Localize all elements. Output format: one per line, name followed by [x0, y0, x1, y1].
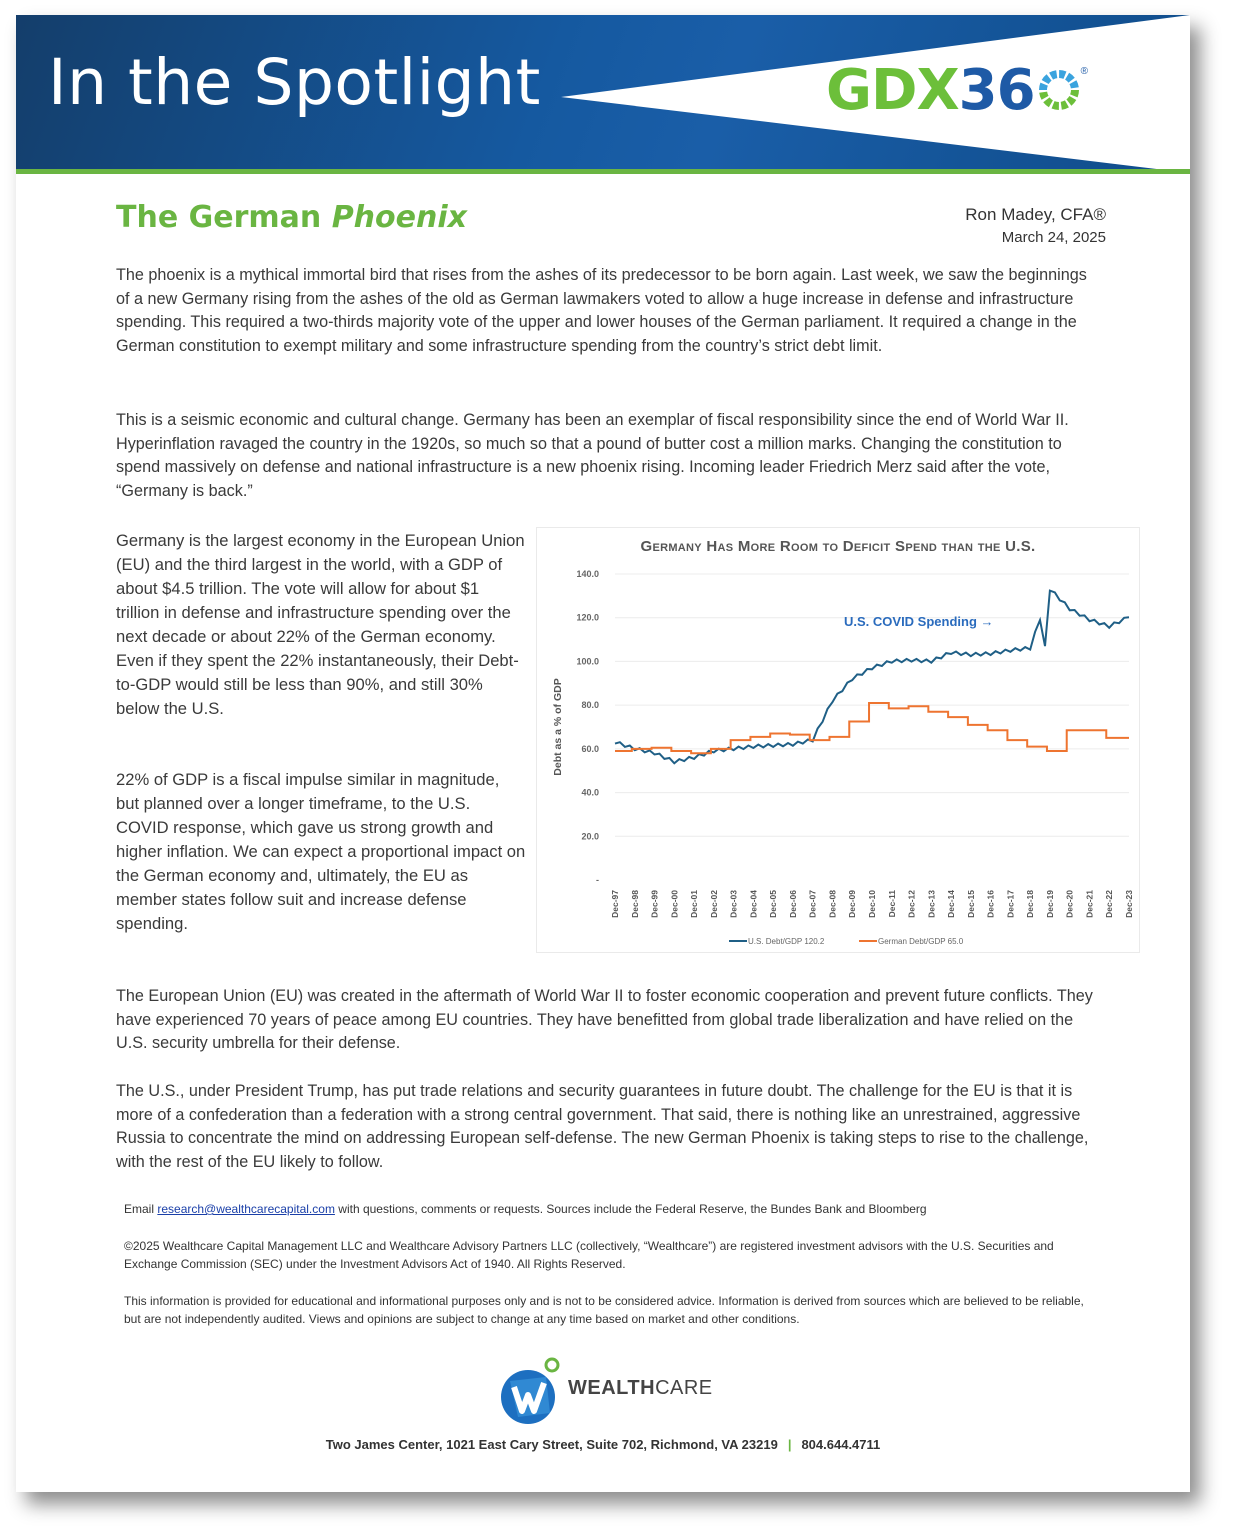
svg-text:140.0: 140.0	[576, 569, 599, 579]
svg-text:-: -	[596, 875, 599, 885]
banner-title: In the Spotlight	[48, 46, 541, 119]
svg-text:100.0: 100.0	[576, 656, 599, 667]
ring-zero-icon	[1037, 68, 1081, 112]
address-line	[16, 1437, 1190, 1452]
debt-to-gdp-chart	[536, 527, 1140, 953]
svg-text:Dec-21: Dec-21	[1084, 890, 1095, 918]
svg-text:Dec-06: Dec-06	[787, 890, 798, 918]
phone-number: 804.644.4711	[801, 1437, 881, 1452]
series-line-1	[615, 703, 1129, 753]
chart-plot	[537, 528, 1139, 952]
street-address: Two James Center, 1021 East Cary Street, Suite 702, Richmond, VA 23219	[325, 1437, 778, 1452]
svg-text:Dec-18: Dec-18	[1025, 890, 1036, 918]
svg-text:Dec-13: Dec-13	[926, 890, 937, 918]
svg-text:Dec-14: Dec-14	[946, 890, 957, 918]
svg-text:80.0: 80.0	[581, 700, 599, 711]
brand-light: CARE	[655, 1377, 713, 1399]
sources-text: with questions, comments or requests. Sources include the Federal Reserve, the Bundes Bank and Bloomberg	[334, 1202, 927, 1216]
svg-text:120.0: 120.0	[576, 612, 599, 623]
covid-annotation: U.S. COVID Spending →	[844, 614, 994, 629]
svg-text:Dec-99: Dec-99	[649, 890, 660, 918]
svg-text:Dec-02: Dec-02	[708, 890, 719, 918]
paragraph-3: Germany is the largest economy in the European Union (EU) and the third largest in the world, with a GDP of about $4.5 trillion. The vote will allow for about $1 trillion in defense and infrastructure spending over the next decade or about 22% of the German economy. Even if they spent the 22% instantaneously, their Debt-to-GDP would still be less than 90%, and still 30% below the U.S.	[116, 531, 525, 718]
svg-text:Dec-12: Dec-12	[906, 890, 917, 918]
svg-text:Dec-03: Dec-03	[728, 890, 739, 918]
svg-text:Dec-19: Dec-19	[1044, 890, 1055, 918]
svg-text:Dec-20: Dec-20	[1064, 890, 1075, 918]
wealthcare-logo	[500, 1355, 730, 1425]
svg-text:Dec-98: Dec-98	[629, 890, 640, 918]
wealthcare-w-icon	[500, 1355, 566, 1425]
document-page	[16, 15, 1190, 1492]
svg-text:Dec-16: Dec-16	[985, 890, 996, 918]
banner-accent-line	[16, 169, 1190, 174]
paragraph-6: The U.S., under President Trump, has put trade relations and security guarantees in future doubt. The challenge for the EU is that it is more of a confederation than a federation with a strong central government. That said, there is nothing like an unrestrained, aggressive Russia to concentrate the mind on addressing European self-defense. The new German Phoenix is taking steps to rise to the challenge, with the rest of the EU likely to follow.	[116, 1082, 1089, 1171]
logo-text-green: GDX	[826, 57, 959, 123]
svg-text:20.0: 20.0	[581, 831, 599, 842]
svg-text:Dec-04: Dec-04	[748, 890, 759, 918]
copyright-text: ©2025 Wealthcare Capital Management LLC and Wealthcare Advisory Partners LLC (collectively, “Wealthcare”) are registered investment advisors with the U.S. Securities and Exchange Commission (SEC) under the Investment Advisors Act of 1940. All Rights Reserved.	[124, 1239, 1054, 1271]
svg-text:Dec-22: Dec-22	[1104, 890, 1115, 918]
svg-text:Dec-05: Dec-05	[768, 890, 779, 918]
svg-text:Dec-08: Dec-08	[827, 890, 838, 918]
author-name: Ron Madey, CFA®	[965, 205, 1106, 224]
chart-title: Germany Has More Room to Deficit Spend than the U.S.	[640, 538, 1036, 555]
svg-text:60.0: 60.0	[581, 743, 599, 754]
svg-text:Dec-09: Dec-09	[847, 890, 858, 918]
paragraph-2: This is a seismic economic and cultural change. Germany has been an exemplar of fiscal responsibility since the end of World War II. Hyperinflation ravaged the country in the 1920s, so much so that a pound of butter cost a million marks. Changing the constitution to spend massively on defense and national infrastructure is a new phoenix rising. Incoming leader Friedrich Merz said after the vote, “Germany is back.”	[116, 411, 1069, 500]
registered-mark: ®	[1080, 66, 1088, 77]
gdx360-logo	[826, 57, 1088, 123]
publish-date: March 24, 2025	[1001, 229, 1106, 246]
svg-text:Dec-23: Dec-23	[1124, 890, 1134, 918]
email-link[interactable]: research@wealthcarecapital.com	[157, 1202, 335, 1216]
address-separator: |	[787, 1437, 792, 1452]
svg-text:Dec-07: Dec-07	[807, 890, 818, 918]
disclaimer-text: This information is provided for educational and informational purposes only and is not to be considered advice. Information is derived from sources which are believed to be reliable, but are not independently audited. Views and opinions are subject to change at any time based on market and other conditions.	[124, 1294, 1084, 1326]
svg-text:Dec-15: Dec-15	[965, 890, 976, 918]
svg-text:Dec-01: Dec-01	[689, 890, 700, 918]
brand-bold: WEALTH	[568, 1377, 656, 1399]
logo-text-blue: 36	[958, 57, 1035, 123]
svg-text:Dec-17: Dec-17	[1005, 890, 1016, 918]
article-title	[116, 200, 467, 235]
svg-text:Dec-97: Dec-97	[610, 890, 620, 918]
legend-entry: U.S. Debt/GDP 120.2	[748, 937, 825, 946]
svg-text:40.0: 40.0	[581, 787, 599, 798]
header-banner	[16, 15, 1190, 173]
paragraph-5: The European Union (EU) was created in the aftermath of World War II to foster economic cooperation and prevent future conflicts. They have experienced 70 years of peace among EU countries. They have benefitted from global trade liberalization and have relied on the U.S. security umbrella for their defense.	[116, 987, 1093, 1052]
svg-text:Debt as a % of GDP: Debt as a % of GDP	[552, 678, 564, 776]
title-italic: Phoenix	[331, 200, 467, 235]
legend-entry: German Debt/GDP 65.0	[878, 937, 964, 946]
email-prefix: Email	[124, 1202, 158, 1216]
contact-line	[124, 1200, 1084, 1218]
wealthcare-wordmark	[568, 1377, 713, 1400]
svg-text:Dec-00: Dec-00	[669, 890, 680, 918]
paragraph-1: The phoenix is a mythical immortal bird that rises from the ashes of its predecessor to be born again. Last week, we saw the beginnings of a new Germany rising from the ashes of the old as German lawmakers voted to allow a huge increase in defense and infrastructure spending. This required a two-thirds majority vote of the upper and lower houses of the German parliament. It required a change in the German constitution to exempt military and some infrastructure spending from the country’s strict debt limit.	[116, 266, 1087, 355]
svg-text:Dec-10: Dec-10	[867, 890, 877, 918]
title-plain: The German	[116, 200, 332, 235]
svg-text:Dec-11: Dec-11	[886, 890, 897, 918]
paragraph-4: 22% of GDP is a fiscal impulse similar in magnitude, but planned over a longer timeframe, to the U.S. COVID response, which gave us strong growth and higher inflation. We can expect a proportional impact on the German economy and, ultimately, the EU as member states follow suit and increase defense spending.	[116, 770, 526, 933]
